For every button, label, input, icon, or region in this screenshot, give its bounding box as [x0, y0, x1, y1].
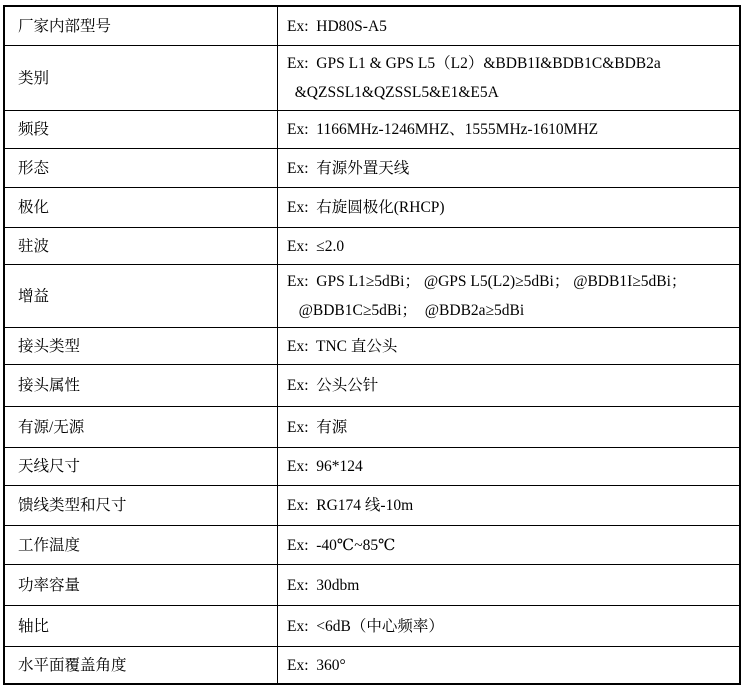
- row-label: 形态: [5, 149, 278, 187]
- row-value-line: Ex: TNC 直公头: [287, 337, 398, 355]
- row-value-line: Ex: 有源外置天线: [287, 159, 410, 177]
- row-value-line2: &QZSSL1&QZSSL5&E1&E5A: [287, 84, 499, 101]
- row-label: 频段: [5, 111, 278, 148]
- row-label: 增益: [5, 265, 278, 327]
- row-value-line: Ex: <6dB（中心频率）: [287, 617, 444, 635]
- row-value: [278, 228, 739, 264]
- row-value-line: Ex: 右旋圆极化(RHCP): [287, 199, 445, 216]
- row-label: 有源/无源: [5, 407, 278, 447]
- row-value-line: Ex: 公头公针: [287, 377, 379, 394]
- table-row: [5, 110, 739, 148]
- row-value: [278, 526, 739, 564]
- row-label: 工作温度: [5, 526, 278, 564]
- table-row: [5, 327, 739, 364]
- row-value-line: Ex: 30dbm: [287, 576, 360, 594]
- row-value: [278, 149, 739, 187]
- row-label: 驻波: [5, 228, 278, 264]
- row-value: [278, 111, 739, 148]
- row-value-line: Ex: RG174 线-10m: [287, 497, 414, 514]
- row-value-line: Ex: -40℃~85℃: [287, 536, 396, 554]
- row-value-line: Ex: 1166MHz-1246MHZ、1555MHz-1610MHZ: [287, 121, 599, 138]
- table-row: [5, 605, 739, 646]
- table-row: [5, 148, 739, 187]
- row-value: [278, 486, 739, 525]
- row-value-line: Ex: 有源: [287, 418, 348, 436]
- row-label: 接头类型: [5, 328, 278, 364]
- row-value: [278, 7, 739, 45]
- row-value: [278, 188, 739, 227]
- row-label: 馈线类型和尺寸: [5, 486, 278, 525]
- row-value-line: Ex: 96*124: [287, 458, 363, 475]
- spec-table: [3, 5, 741, 685]
- table-row: [5, 564, 739, 605]
- row-value-line: Ex: ≤2.0: [287, 237, 345, 255]
- row-label: 极化: [5, 188, 278, 227]
- row-value: [278, 265, 739, 327]
- table-row: [5, 7, 739, 45]
- table-row: [5, 525, 739, 564]
- row-label: 水平面覆盖角度: [5, 647, 278, 683]
- row-label: 天线尺寸: [5, 448, 278, 485]
- row-value: [278, 606, 739, 646]
- row-value: [278, 448, 739, 485]
- row-value: [278, 46, 739, 110]
- table-row: [5, 187, 739, 227]
- table-row: [5, 45, 739, 110]
- row-label: 厂家内部型号: [5, 7, 278, 45]
- row-value-line: Ex: 360°: [287, 656, 346, 674]
- row-label: 接头属性: [5, 365, 278, 406]
- table-row: [5, 406, 739, 447]
- row-value-line: Ex: GPS L1 & GPS L5（L2）&BDB1I&BDB1C&BDB2a: [287, 55, 661, 72]
- table-row: [5, 485, 739, 525]
- table-row: [5, 264, 739, 327]
- row-value: [278, 647, 739, 683]
- row-value: [278, 365, 739, 406]
- row-label: 类别: [5, 46, 278, 110]
- row-label: 功率容量: [5, 565, 278, 605]
- row-value: [278, 565, 739, 605]
- table-row: [5, 646, 739, 683]
- row-value: [278, 407, 739, 447]
- row-value: [278, 328, 739, 364]
- row-value-line: Ex: GPS L1≥5dBi； @GPS L5(L2)≥5dBi； @BDB1I≥5dBi；: [287, 273, 687, 290]
- row-value-line2: @BDB1C≥5dBi； @BDB2a≥5dBi: [287, 302, 525, 319]
- table-row: [5, 227, 739, 264]
- table-row: [5, 364, 739, 406]
- table-row: [5, 447, 739, 485]
- row-label: 轴比: [5, 606, 278, 646]
- row-value-line: Ex: HD80S-A5: [287, 17, 387, 35]
